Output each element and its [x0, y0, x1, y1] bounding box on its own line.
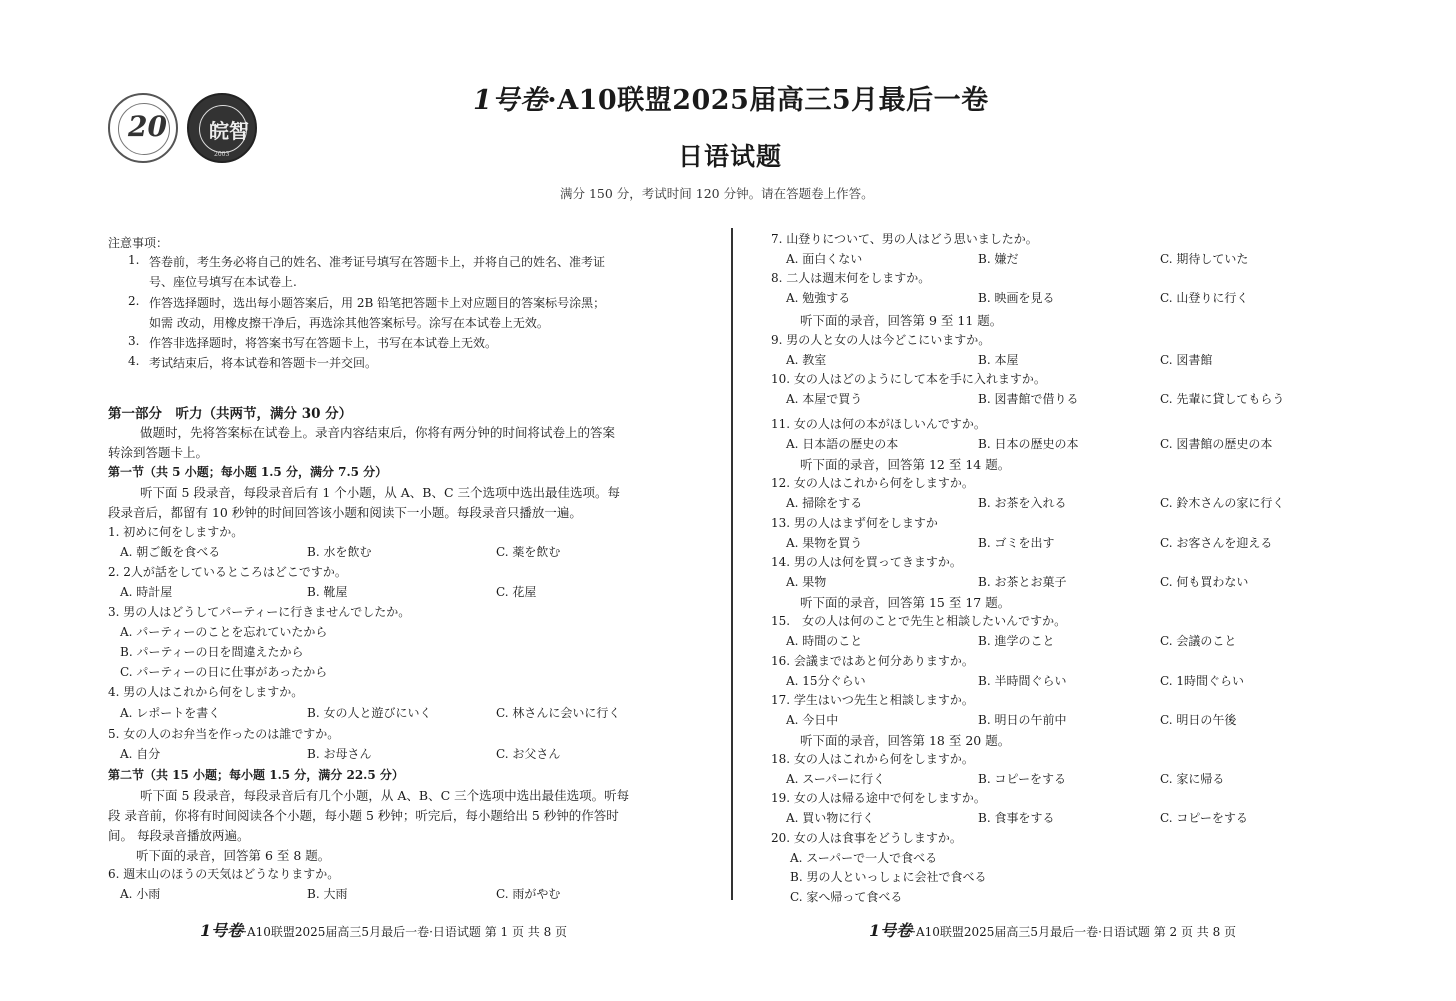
option-c: C. 家へ帰って食べる — [790, 890, 903, 904]
option-c: C. お父さん — [496, 747, 561, 761]
section1-heading: 第一节（共 5 小题；每小题 1.5 分，满分 7.5 分） — [108, 465, 388, 479]
part1-intro: 转涂到答题卡上。 — [108, 445, 209, 460]
page-footer-right — [869, 918, 1236, 941]
option-b: B. パーティーの日を間違えたから — [120, 645, 304, 659]
option-b: B. 明日の午前中 — [978, 713, 1067, 727]
notice-text: 号、座位号填写在本试卷上. — [149, 275, 297, 289]
option-b: B. 靴屋 — [307, 585, 348, 599]
listening-instruction: 听下面的录音，回答第 12 至 14 题。 — [800, 457, 1011, 472]
option-a: A. 今日中 — [786, 713, 839, 727]
option-c: C. 家に帰る — [1160, 772, 1225, 786]
footer-text: ·A10联盟2025届高三5月最后一卷·日语试题 第 2 页 共 8 页 — [912, 925, 1237, 939]
notice-num: 1. — [128, 253, 140, 267]
page-footer-left — [200, 918, 567, 941]
notice-text: 考试结束后，将本试卷和答题卡一并交回。 — [149, 356, 378, 370]
question-text: 5. 女の人のお弁当を作ったのは誰ですか。 — [108, 727, 340, 741]
question-text: 3. 男の人はどうしてパーティーに行きませんでしたか。 — [108, 605, 411, 619]
option-b: B. 女の人と遊びにいく — [307, 706, 432, 720]
option-b: B. ゴミを出す — [978, 536, 1055, 550]
option-a: A. 教室 — [786, 353, 827, 367]
education-logo — [187, 93, 257, 163]
option-c: C. 雨がやむ — [496, 887, 561, 901]
seal-mark: 20 — [128, 110, 167, 143]
section2-intro: 听下面 5 段录音，每段录音后有几个小题，从 A、B、C 三个选项中选出最佳选项。听每 — [140, 788, 630, 803]
option-c: C. パーティーの日に仕事があったから — [120, 665, 328, 679]
option-b: B. 男の人といっしょに会社で食べる — [790, 870, 987, 884]
option-a: A. 15分ぐらい — [786, 674, 866, 688]
question-text: 6. 週末山のほうの天気はどうなりますか。 — [108, 867, 340, 881]
option-a: A. スーパーで一人で食べる — [790, 851, 938, 865]
option-b: B. 大雨 — [307, 887, 348, 901]
listening-instruction: 听下面的录音，回答第 15 至 17 题。 — [800, 595, 1011, 610]
option-b: B. お茶を入れる — [978, 496, 1067, 510]
option-b: B. コピーをする — [978, 772, 1066, 786]
section1-intro: 段录音后，都留有 10 秒钟的时间回答该小题和阅读下一小题。每段录音只播放一遍。 — [108, 505, 582, 520]
footer-text: ·A10联盟2025届高三5月最后一卷·日语试题 第 1 页 共 8 页 — [243, 925, 568, 939]
option-c: C. 山登りに行く — [1160, 291, 1249, 305]
footer-logo: 1号卷 — [869, 921, 913, 940]
logo-mark: 皖智 — [209, 119, 249, 143]
question-text: 7. 山登りについて、男の人はどう思いましたか。 — [771, 232, 1038, 246]
option-a: A. 日本語の歴史の本 — [786, 437, 899, 451]
option-b: B. お母さん — [307, 747, 372, 761]
brand-logo: 1号卷 — [473, 85, 548, 116]
question-text: 2. 2人が話をしているところはどこですか。 — [108, 565, 347, 579]
option-c: C. 期待していた — [1160, 252, 1249, 266]
question-text: 16. 会議まではあと何分ありますか。 — [771, 654, 974, 668]
notice-text: 作答选择题时，选出每小题答案后，用 2B 铅笔把答题卡上对应题目的答案标号涂黑； — [149, 296, 606, 310]
option-a: A. 朝ご飯を食べる — [120, 545, 221, 559]
option-b: B. 図書館で借りる — [978, 392, 1079, 406]
section2-intro: 段 录音前，你将有时间阅读各个小题，每小题 5 秒钟；听完后，每小题给出 5 秒钟的作答时 — [108, 808, 619, 823]
exam-brand-title — [473, 78, 989, 117]
option-b: B. 食事をする — [978, 811, 1055, 825]
exam-subtitle: 满分 150 分，考试时间 120 分钟。请在答题卷上作答。 — [560, 186, 874, 201]
notice-num: 2. — [128, 294, 140, 308]
notice-text: 答卷前，考生务必将自己的姓名、准考证号填写在答题卡上，并将自己的姓名、准考证 — [149, 255, 606, 269]
logo-year: 2003 — [214, 151, 230, 158]
notice-text: 如需 改动，用橡皮擦干净后，再选涂其他答案标号。涂写在本试卷上无效。 — [149, 316, 549, 330]
question-text: 11. 女の人は何の本がほしいんですか。 — [771, 417, 986, 431]
option-b: B. 進学のこと — [978, 634, 1055, 648]
question-text: 17. 学生はいつ先生と相談しますか。 — [771, 693, 974, 707]
footer-logo: 1号卷 — [200, 921, 244, 940]
option-a: A. 果物 — [786, 575, 827, 589]
question-text: 15. 女の人は何のことで先生と相談したいんですか。 — [771, 614, 1067, 628]
option-c: C. コピーをする — [1160, 811, 1248, 825]
part1-heading: 第一部分 听力（共两节，满分 30 分） — [108, 406, 353, 422]
question-text: 19. 女の人は帰る途中で何をしますか。 — [771, 791, 986, 805]
notice-num: 4. — [128, 354, 140, 368]
notice-num: 3. — [128, 334, 140, 348]
part1-intro: 做题时，先将答案标在试卷上。录音内容结束后，你将有两分钟的时间将试卷上的答案 — [140, 425, 616, 440]
notice-heading: 注意事项： — [108, 236, 169, 250]
option-b: B. 半時間ぐらい — [978, 674, 1067, 688]
option-a: A. 面白くない — [786, 252, 863, 266]
section1-intro: 听下面 5 段录音，每段录音后有 1 个小题，从 A、B、C 三个选项中选出最佳选项。每 — [140, 485, 621, 500]
option-b: B. 映画を見る — [978, 291, 1055, 305]
listening-instruction: 听下面的录音，回答第 6 至 8 题。 — [136, 848, 331, 863]
option-c: C. 会議のこと — [1160, 634, 1237, 648]
question-text: 1. 初めに何をしますか。 — [108, 525, 244, 539]
option-a: A. 時計屋 — [120, 585, 173, 599]
option-a: A. 買い物に行く — [786, 811, 875, 825]
option-b: B. 本屋 — [978, 353, 1019, 367]
option-c: C. 図書館 — [1160, 353, 1213, 367]
question-text: 4. 男の人はこれから何をしますか。 — [108, 685, 304, 699]
question-text: 13. 男の人はまず何をしますか — [771, 516, 938, 530]
question-text: 20. 女の人は食事をどうしますか。 — [771, 831, 962, 845]
option-a: A. 時間のこと — [786, 634, 863, 648]
option-a: A. 自分 — [120, 747, 161, 761]
column-divider — [731, 228, 733, 900]
option-c: C. 花屋 — [496, 585, 537, 599]
section2-intro: 间。 每段录音播放两遍。 — [108, 828, 250, 843]
option-c: C. 1時間ぐらい — [1160, 674, 1245, 688]
option-c: C. 鈴木さんの家に行く — [1160, 496, 1285, 510]
option-c: C. お客さんを迎える — [1160, 536, 1273, 550]
question-text: 10. 女の人はどのようにして本を手に入れますか。 — [771, 372, 1046, 386]
option-c: C. 図書館の歴史の本 — [1160, 437, 1273, 451]
question-text: 9. 男の人と女の人は今どこにいますか。 — [771, 333, 991, 347]
option-b: B. 日本の歴史の本 — [978, 437, 1079, 451]
option-a: A. スーパーに行く — [786, 772, 886, 786]
page-title: 日语试题 — [678, 142, 783, 171]
option-a: A. レポートを書く — [120, 706, 221, 720]
option-c: C. 林さんに会いに行く — [496, 706, 621, 720]
listening-instruction: 听下面的录音，回答第 18 至 20 题。 — [800, 733, 1011, 748]
option-a: A. 本屋で買う — [786, 392, 863, 406]
option-a: A. 果物を買う — [786, 536, 863, 550]
question-text: 8. 二人は週末何をしますか。 — [771, 271, 931, 285]
brand-title: ·A10联盟2025届高三5月最后一卷 — [547, 85, 989, 116]
option-b: B. 嫌だ — [978, 252, 1019, 266]
option-b: B. 水を飲む — [307, 545, 372, 559]
question-text: 18. 女の人はこれから何をしますか。 — [771, 752, 974, 766]
option-a: A. 小雨 — [120, 887, 161, 901]
option-c: C. 先輩に貸してもらう — [1160, 392, 1285, 406]
section2-heading: 第二节（共 15 小题；每小题 1.5 分，满分 22.5 分） — [108, 768, 404, 782]
option-c: C. 何も買わない — [1160, 575, 1249, 589]
option-a: A. パーティーのことを忘れていたから — [120, 625, 328, 639]
option-c: C. 明日の午後 — [1160, 713, 1237, 727]
question-text: 12. 女の人はこれから何をしますか。 — [771, 476, 974, 490]
notice-text: 作答非选择题时，将答案书写在答题卡上，书写在本试卷上无效。 — [149, 336, 498, 350]
option-c: C. 薬を飲む — [496, 545, 561, 559]
option-a: A. 勉強する — [786, 291, 851, 305]
listening-instruction: 听下面的录音，回答第 9 至 11 题。 — [800, 313, 1003, 328]
question-text: 14. 男の人は何を買ってきますか。 — [771, 555, 962, 569]
option-b: B. お茶とお菓子 — [978, 575, 1067, 589]
option-a: A. 掃除をする — [786, 496, 863, 510]
school-seal — [108, 93, 178, 163]
